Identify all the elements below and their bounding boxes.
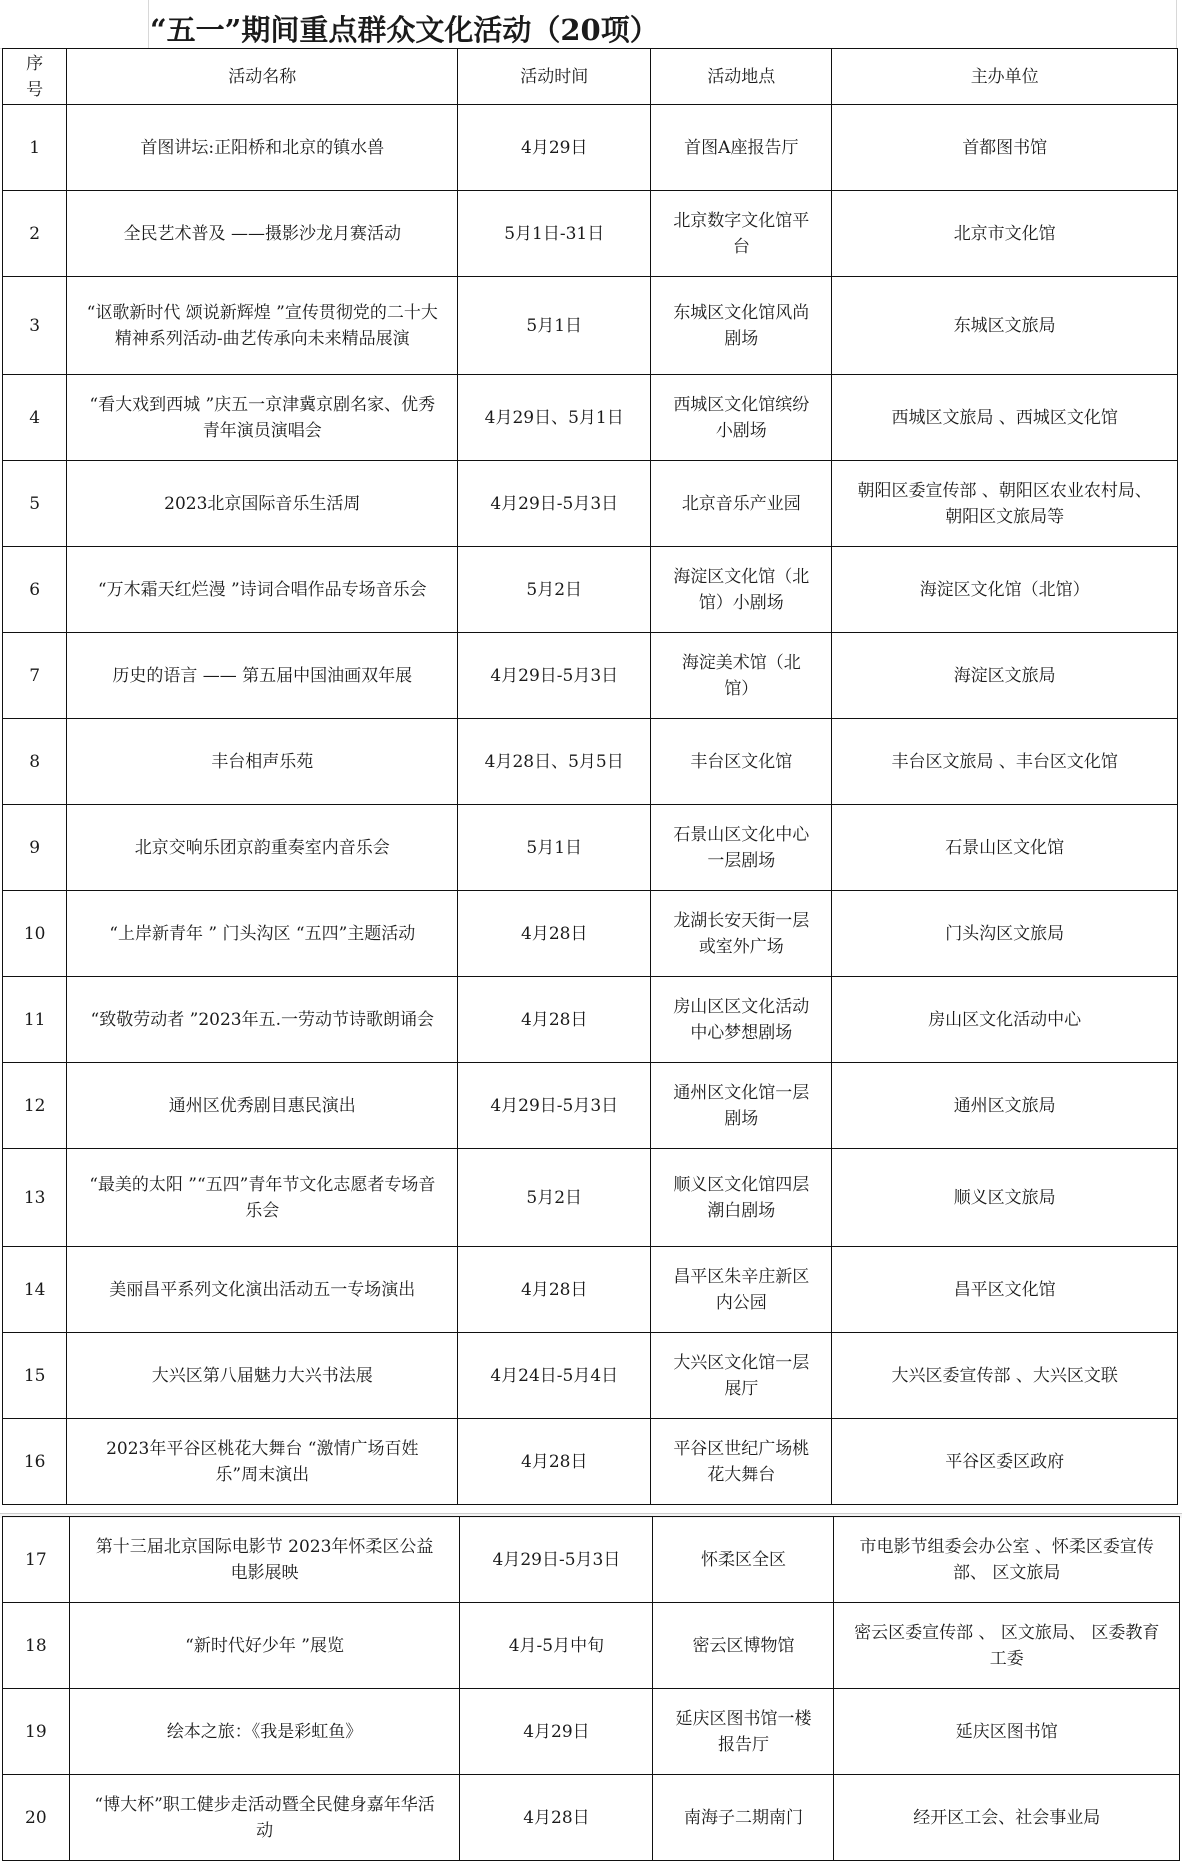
table-row bbox=[3, 1775, 1180, 1861]
activity-location-cell: 通州区文化馆一层剧场 bbox=[651, 1063, 832, 1149]
activity-name-cell: “最美的太阳 ”“五四”青年节文化志愿者专场音乐会 bbox=[67, 1149, 458, 1247]
activity-time-cell: 4月29日-5月3日 bbox=[458, 633, 651, 719]
organizer-cell: 门头沟区文旅局 bbox=[832, 891, 1178, 977]
table-row bbox=[3, 1149, 1178, 1247]
row-number-cell: 4 bbox=[3, 375, 67, 461]
activity-name-cell: 首图讲坛:正阳桥和北京的镇水兽 bbox=[67, 105, 458, 191]
row-number-cell: 13 bbox=[3, 1149, 67, 1247]
table-row bbox=[3, 191, 1178, 277]
title-left-cell bbox=[0, 0, 149, 49]
activity-time-cell: 4月28日 bbox=[458, 891, 651, 977]
activity-time-cell: 4月28日 bbox=[458, 1419, 651, 1505]
organizer-cell: 海淀区文旅局 bbox=[832, 633, 1178, 719]
activity-name-cell: “上岸新青年 ” 门头沟区 “五四”主题活动 bbox=[67, 891, 458, 977]
row-number-cell: 7 bbox=[3, 633, 67, 719]
activity-name-cell: “看大戏到西城 ”庆五一京津冀京剧名家、优秀青年演员演唱会 bbox=[67, 375, 458, 461]
activity-time-cell: 5月1日 bbox=[458, 277, 651, 375]
activity-location-cell: 密云区博物馆 bbox=[653, 1603, 834, 1689]
row-number-cell: 5 bbox=[3, 461, 67, 547]
activity-name-cell: “致敬劳动者 ”2023年五.一劳动节诗歌朗诵会 bbox=[67, 977, 458, 1063]
activity-name-cell: “万木霜天红烂漫 ”诗词合唱作品专场音乐会 bbox=[67, 547, 458, 633]
row-number-cell: 18 bbox=[3, 1603, 70, 1689]
organizer-cell: 房山区文化活动中心 bbox=[832, 977, 1178, 1063]
organizer-cell: 市电影节组委会办公室 、怀柔区委宣传部、 区文旅局 bbox=[834, 1517, 1180, 1603]
activity-time-cell: 5月2日 bbox=[458, 1149, 651, 1247]
organizer-cell: 首都图书馆 bbox=[832, 105, 1178, 191]
header-cell: 主办单位 bbox=[832, 49, 1178, 105]
organizer-cell: 昌平区文化馆 bbox=[832, 1247, 1178, 1333]
activity-name-cell: 第十三届北京国际电影节 2023年怀柔区公益电影展映 bbox=[69, 1517, 460, 1603]
activity-time-cell: 5月2日 bbox=[458, 547, 651, 633]
table-row bbox=[3, 375, 1178, 461]
header-cell: 活动时间 bbox=[458, 49, 651, 105]
activity-location-cell: 昌平区朱辛庄新区内公园 bbox=[651, 1247, 832, 1333]
row-number-cell: 11 bbox=[3, 977, 67, 1063]
activity-location-cell: 南海子二期南门 bbox=[653, 1775, 834, 1861]
activity-time-cell: 4月29日 bbox=[460, 1689, 653, 1775]
row-number-cell: 9 bbox=[3, 805, 67, 891]
activity-time-cell: 5月1日-31日 bbox=[458, 191, 651, 277]
activity-name-cell: 2023年平谷区桃花大舞台 “激情广场百姓乐”周末演出 bbox=[67, 1419, 458, 1505]
activity-time-cell: 4月28日、5月5日 bbox=[458, 719, 651, 805]
activity-time-cell: 4月28日 bbox=[460, 1775, 653, 1861]
table-row bbox=[3, 1333, 1178, 1419]
activity-name-cell: “新时代好少年 ”展览 bbox=[69, 1603, 460, 1689]
activity-time-cell: 4月29日 bbox=[458, 105, 651, 191]
activities-table-part1 bbox=[2, 48, 1178, 1505]
activity-location-cell: 北京音乐产业园 bbox=[651, 461, 832, 547]
activity-name-cell: 历史的语言 —— 第五届中国油画双年展 bbox=[67, 633, 458, 719]
organizer-cell: 经开区工会、社会事业局 bbox=[834, 1775, 1180, 1861]
activity-name-cell: 绘本之旅：《我是彩虹鱼》 bbox=[69, 1689, 460, 1775]
row-number-cell: 17 bbox=[3, 1517, 70, 1603]
activity-name-cell: 北京交响乐团京韵重奏室内音乐会 bbox=[67, 805, 458, 891]
table-row bbox=[3, 277, 1178, 375]
activity-name-cell: “讴歌新时代 颂说新辉煌 ”宣传贯彻党的二十大精神系列活动-曲艺传承向未来精品展演 bbox=[67, 277, 458, 375]
row-number-cell: 1 bbox=[3, 105, 67, 191]
header-cell: 活动名称 bbox=[67, 49, 458, 105]
row-number-cell: 16 bbox=[3, 1419, 67, 1505]
table-row bbox=[3, 1517, 1180, 1603]
activities-table-part2 bbox=[2, 1516, 1180, 1861]
table-row bbox=[3, 1419, 1178, 1505]
table-row bbox=[3, 1247, 1178, 1333]
activity-time-cell: 4月29日-5月3日 bbox=[458, 1063, 651, 1149]
activity-time-cell: 4月-5月中旬 bbox=[460, 1603, 653, 1689]
header-cell: 序号 bbox=[3, 49, 67, 105]
activity-name-cell: 全民艺术普及 ——摄影沙龙月赛活动 bbox=[67, 191, 458, 277]
organizer-cell: 平谷区委区政府 bbox=[832, 1419, 1178, 1505]
activity-location-cell: 怀柔区全区 bbox=[653, 1517, 834, 1603]
organizer-cell: 北京市文化馆 bbox=[832, 191, 1178, 277]
row-number-cell: 19 bbox=[3, 1689, 70, 1775]
activity-location-cell: 顺义区文化馆四层潮白剧场 bbox=[651, 1149, 832, 1247]
activity-name-cell: 大兴区第八届魅力大兴书法展 bbox=[67, 1333, 458, 1419]
activity-location-cell: 北京数字文化馆平台 bbox=[651, 191, 832, 277]
organizer-cell: 海淀区文化馆（北馆） bbox=[832, 547, 1178, 633]
organizer-cell: 朝阳区委宣传部 、朝阳区农业农村局、朝阳区文旅局等 bbox=[832, 461, 1178, 547]
activity-location-cell: 丰台区文化馆 bbox=[651, 719, 832, 805]
table-row bbox=[3, 633, 1178, 719]
table-row bbox=[3, 891, 1178, 977]
table-row bbox=[3, 977, 1178, 1063]
activity-location-cell: 大兴区文化馆一层展厅 bbox=[651, 1333, 832, 1419]
row-number-cell: 3 bbox=[3, 277, 67, 375]
activity-time-cell: 4月28日 bbox=[458, 977, 651, 1063]
activity-time-cell: 4月29日、5月1日 bbox=[458, 375, 651, 461]
row-number-cell: 8 bbox=[3, 719, 67, 805]
table-header-row bbox=[3, 49, 1178, 105]
activity-name-cell: 2023北京国际音乐生活周 bbox=[67, 461, 458, 547]
title-bar bbox=[0, 0, 1182, 48]
row-number-cell: 2 bbox=[3, 191, 67, 277]
activity-time-cell: 5月1日 bbox=[458, 805, 651, 891]
activity-location-cell: 海淀区文化馆（北馆）小剧场 bbox=[651, 547, 832, 633]
activity-location-cell: 龙湖长安天街一层或室外广场 bbox=[651, 891, 832, 977]
organizer-cell: 延庆区图书馆 bbox=[834, 1689, 1180, 1775]
activity-name-cell: 通州区优秀剧目惠民演出 bbox=[67, 1063, 458, 1149]
activity-location-cell: 东城区文化馆风尚剧场 bbox=[651, 277, 832, 375]
row-number-cell: 10 bbox=[3, 891, 67, 977]
table-row bbox=[3, 1063, 1178, 1149]
activity-location-cell: 平谷区世纪广场桃花大舞台 bbox=[651, 1419, 832, 1505]
activity-time-cell: 4月24日-5月4日 bbox=[458, 1333, 651, 1419]
table-row bbox=[3, 105, 1178, 191]
activity-name-cell: 美丽昌平系列文化演出活动五一专场演出 bbox=[67, 1247, 458, 1333]
row-number-cell: 20 bbox=[3, 1775, 70, 1861]
activity-location-cell: 首图A座报告厅 bbox=[651, 105, 832, 191]
table-row bbox=[3, 547, 1178, 633]
header-cell: 活动地点 bbox=[651, 49, 832, 105]
activity-location-cell: 西城区文化馆缤纷小剧场 bbox=[651, 375, 832, 461]
activity-location-cell: 延庆区图书馆一楼报告厅 bbox=[653, 1689, 834, 1775]
activity-time-cell: 4月29日-5月3日 bbox=[460, 1517, 653, 1603]
organizer-cell: 石景山区文化馆 bbox=[832, 805, 1178, 891]
table-row bbox=[3, 461, 1178, 547]
table-row bbox=[3, 805, 1178, 891]
row-number-cell: 14 bbox=[3, 1247, 67, 1333]
activity-name-cell: 丰台相声乐苑 bbox=[67, 719, 458, 805]
activity-time-cell: 4月28日 bbox=[458, 1247, 651, 1333]
table-row bbox=[3, 1603, 1180, 1689]
activity-time-cell: 4月29日-5月3日 bbox=[458, 461, 651, 547]
table-row bbox=[3, 719, 1178, 805]
row-number-cell: 12 bbox=[3, 1063, 67, 1149]
organizer-cell: 通州区文旅局 bbox=[832, 1063, 1178, 1149]
organizer-cell: 丰台区文旅局 、丰台区文化馆 bbox=[832, 719, 1178, 805]
row-number-cell: 15 bbox=[3, 1333, 67, 1419]
title-right-border bbox=[1176, 0, 1177, 48]
activity-location-cell: 石景山区文化中心一层剧场 bbox=[651, 805, 832, 891]
activity-location-cell: 海淀美术馆（北馆） bbox=[651, 633, 832, 719]
organizer-cell: 密云区委宣传部 、 区文旅局、 区委教育工委 bbox=[834, 1603, 1180, 1689]
page-title: “五一”期间重点群众文化活动（20项） bbox=[150, 13, 659, 47]
organizer-cell: 西城区文旅局 、西城区文化馆 bbox=[832, 375, 1178, 461]
table-row bbox=[3, 1689, 1180, 1775]
organizer-cell: 大兴区委宣传部 、大兴区文联 bbox=[832, 1333, 1178, 1419]
activity-name-cell: “博大杯”职工健步走活动暨全民健身嘉年华活动 bbox=[69, 1775, 460, 1861]
activity-location-cell: 房山区区文化活动中心梦想剧场 bbox=[651, 977, 832, 1063]
organizer-cell: 东城区文旅局 bbox=[832, 277, 1178, 375]
row-number-cell: 6 bbox=[3, 547, 67, 633]
organizer-cell: 顺义区文旅局 bbox=[832, 1149, 1178, 1247]
